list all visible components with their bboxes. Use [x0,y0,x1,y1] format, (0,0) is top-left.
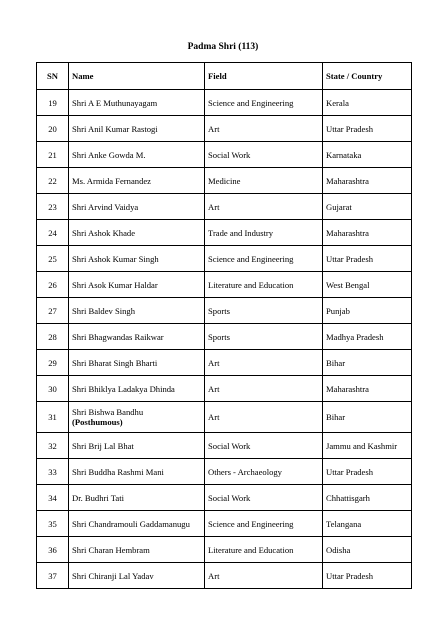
cell-sn: 26 [37,272,69,298]
cell-field: Science and Engineering [205,90,323,116]
awardee-name: Shri Ashok Kumar Singh [72,253,159,264]
cell-state: Uttar Pradesh [323,459,412,485]
cell-field: Art [205,350,323,376]
awardee-name: Shri Anil Kumar Rastogi [72,123,158,134]
cell-sn: 27 [37,298,69,324]
cell-field: Social Work [205,142,323,168]
cell-name [69,433,205,459]
cell-sn: 30 [37,376,69,402]
cell-sn: 33 [37,459,69,485]
cell-name [69,142,205,168]
cell-name [69,220,205,246]
cell-field: Science and Engineering [205,511,323,537]
cell-state: Jammu and Kashmir [323,433,412,459]
cell-name [69,246,205,272]
table-row [37,459,412,485]
table-row [37,376,412,402]
table-row [37,511,412,537]
awardee-name: Shri Charan Hembram [72,544,150,555]
cell-state: West Bengal [323,272,412,298]
awardee-name: Shri A E Muthunayagam [72,97,158,108]
table-row [37,168,412,194]
awardee-name: Shri Arvind Vaidya [72,201,139,212]
cell-field: Art [205,402,323,433]
cell-state: Maharashtra [323,168,412,194]
awardee-name: Shri Buddha Rashmi Mani [72,466,164,477]
cell-state: Karnataka [323,142,412,168]
cell-state: Maharashtra [323,376,412,402]
cell-field: Art [205,376,323,402]
awardee-name: Shri Brij Lal Bhat [72,440,134,451]
cell-field: Art [205,194,323,220]
table-row [37,537,412,563]
header-field: Field [205,63,323,90]
cell-state: Punjab [323,298,412,324]
cell-state: Maharashtra [323,220,412,246]
cell-sn: 21 [37,142,69,168]
cell-field: Social Work [205,433,323,459]
cell-sn: 22 [37,168,69,194]
table-row [37,90,412,116]
cell-field: Sports [205,298,323,324]
awardee-name: Shri Bharat Singh Bharti [72,357,158,368]
cell-sn: 28 [37,324,69,350]
cell-name [69,168,205,194]
table-row [37,563,412,589]
page-title: Padma Shri (113) [187,42,259,52]
table-row [37,402,412,433]
cell-name [69,376,205,402]
cell-field: Science and Engineering [205,246,323,272]
awardee-name: Shri Ashok Khade [72,227,136,238]
cell-sn: 32 [37,433,69,459]
awardee-name: Shri Anke Gowda M. [72,149,146,160]
cell-name [69,324,205,350]
cell-sn: 34 [37,485,69,511]
table-row [37,246,412,272]
awardee-name: Shri Asok Kumar Haldar [72,279,158,290]
table-row [37,272,412,298]
cell-field: Literature and Education [205,537,323,563]
awardee-name: Shri Bhiklya Ladakya Dhinda [72,383,175,394]
cell-field: Trade and Industry [205,220,323,246]
cell-state: Bihar [323,350,412,376]
table-row [37,194,412,220]
cell-name [69,350,205,376]
cell-field: Others - Archaeology [205,459,323,485]
awardee-name: Shri Bhagwandas Raikwar [72,331,164,342]
cell-sn: 31 [37,402,69,433]
table-row [37,485,412,511]
awardee-name: Shri Baldev Singh [72,305,136,316]
table-row [37,142,412,168]
cell-sn: 20 [37,116,69,142]
awardee-name: Dr. Budhri Tati [72,492,124,503]
cell-name [69,116,205,142]
awardee-name: Shri Chiranji Lal Yadav [72,570,154,581]
cell-state: Kerala [323,90,412,116]
awardee-name: Shri Chandramouli Gaddamanugu [72,518,190,529]
cell-sn: 37 [37,563,69,589]
cell-sn: 23 [37,194,69,220]
cell-name [69,459,205,485]
header-sn: SN [37,63,69,90]
awardees-table [36,62,412,589]
table-row [37,350,412,376]
cell-sn: 19 [37,90,69,116]
table-row [37,220,412,246]
cell-field: Social Work [205,485,323,511]
cell-sn: 25 [37,246,69,272]
table-body [37,90,412,589]
cell-field: Medicine [205,168,323,194]
cell-name [69,90,205,116]
table-row [37,433,412,459]
table-row [37,116,412,142]
cell-field: Sports [205,324,323,350]
cell-state: Telangana [323,511,412,537]
cell-sn: 36 [37,537,69,563]
cell-name [69,511,205,537]
cell-state: Chhattisgarh [323,485,412,511]
header-name: Name [69,63,205,90]
cell-name [69,402,205,433]
table-row [37,324,412,350]
cell-state: Uttar Pradesh [323,563,412,589]
cell-field: Art [205,563,323,589]
cell-sn: 24 [37,220,69,246]
awardee-name: Shri Bishwa Bandhu [72,407,144,417]
cell-name [69,272,205,298]
table-row [37,298,412,324]
posthumous-note: (Posthumous) [72,417,123,427]
cell-sn: 29 [37,350,69,376]
cell-state: Gujarat [323,194,412,220]
awardee-name: Ms. Armida Fernandez [72,175,151,186]
cell-field: Literature and Education [205,272,323,298]
cell-name [69,194,205,220]
cell-sn: 35 [37,511,69,537]
cell-state: Uttar Pradesh [323,116,412,142]
cell-state: Odisha [323,537,412,563]
cell-state: Uttar Pradesh [323,246,412,272]
cell-state: Madhya Pradesh [323,324,412,350]
header-state: State / Country [323,63,412,90]
cell-name [69,298,205,324]
cell-name [69,537,205,563]
cell-field: Art [205,116,323,142]
cell-name [69,563,205,589]
cell-state: Bihar [323,402,412,433]
table-header-row [37,63,412,90]
cell-name [69,485,205,511]
